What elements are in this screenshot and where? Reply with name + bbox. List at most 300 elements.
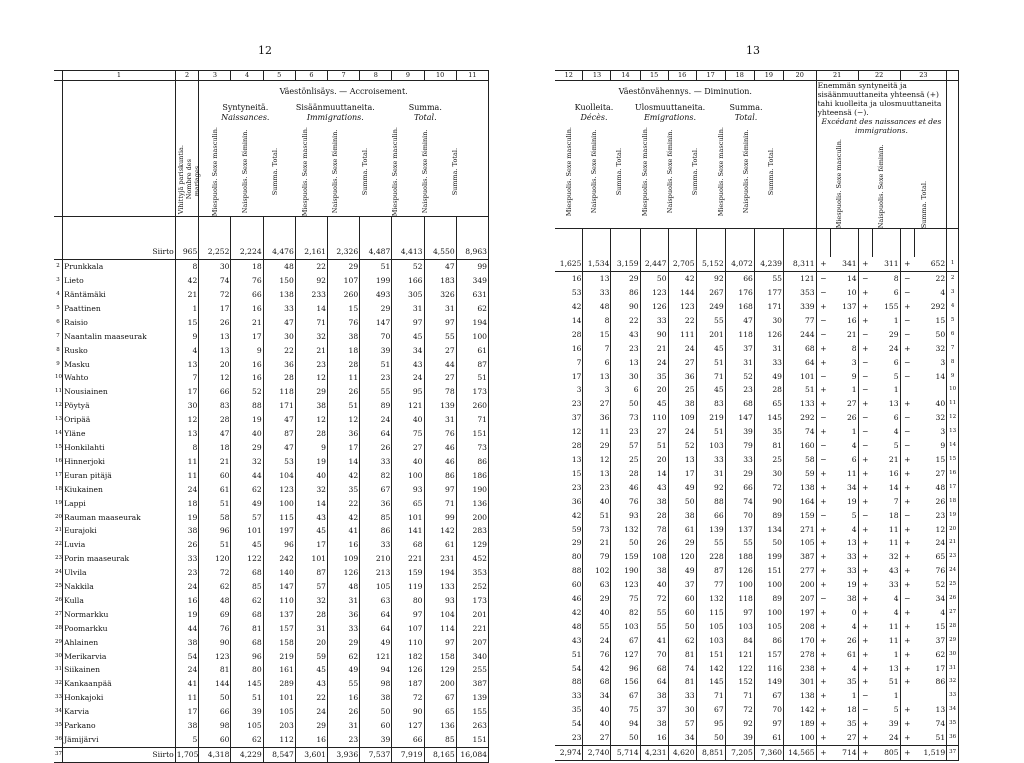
spacer-cell <box>640 229 668 258</box>
data-cell: 340 <box>456 650 488 664</box>
municipality-name: Raisio <box>63 316 176 330</box>
data-cell: 5 <box>872 703 900 717</box>
data-cell: 4 <box>830 439 858 453</box>
spacer-cell <box>360 217 392 246</box>
data-cell: 38 <box>295 399 327 413</box>
spacer-row <box>555 229 959 258</box>
data-cell: 27 <box>392 441 424 455</box>
data-cell: 213 <box>360 566 392 580</box>
data-cell: 50 <box>640 272 668 286</box>
table-row <box>555 397 959 411</box>
table-row <box>54 747 489 762</box>
table-row <box>555 536 959 550</box>
data-cell: 3 <box>830 356 858 370</box>
excess-header <box>816 81 947 229</box>
table-row <box>54 497 489 511</box>
spacer-cell <box>328 217 360 246</box>
data-cell: 3,936 <box>328 747 360 762</box>
data-cell: 33 <box>872 578 900 592</box>
data-cell: 49 <box>328 663 360 677</box>
sign-cell: + <box>862 538 869 548</box>
data-cell: 38 <box>328 330 360 344</box>
data-cell: 11 <box>872 620 900 634</box>
data-cell: 5,152 <box>696 257 725 271</box>
row-number: 26 <box>947 592 959 606</box>
row-number: 8 <box>947 356 959 370</box>
data-cell: 62 <box>231 594 263 608</box>
table-row <box>54 413 489 427</box>
column-number: 10 <box>424 71 456 81</box>
data-cell: 271 <box>784 523 817 537</box>
data-cell: 263 <box>456 719 488 733</box>
data-cell: 353 <box>456 566 488 580</box>
table-row <box>555 592 959 606</box>
data-cell: 4 <box>830 620 858 634</box>
data-cell: 137 <box>725 523 754 537</box>
data-cell: 103 <box>725 620 754 634</box>
data-cell: 37 <box>640 703 668 717</box>
table-row <box>54 358 489 372</box>
data-cell: 50 <box>611 731 640 745</box>
data-cell: 20 <box>640 453 668 467</box>
data-cell: 64 <box>360 427 392 441</box>
data-cell: 7 <box>872 495 900 509</box>
data-cell: 31 <box>696 467 725 481</box>
data-cell: 98 <box>360 677 392 691</box>
data-cell: 57 <box>668 717 696 731</box>
row-number: 32 <box>947 675 959 689</box>
data-cell: 60 <box>199 469 231 483</box>
data-cell: 1 <box>830 383 858 397</box>
row-number: 25 <box>947 578 959 592</box>
data-cell: 42 <box>175 274 199 288</box>
data-cell: 73 <box>611 411 640 425</box>
data-cell: 47 <box>263 441 295 455</box>
data-cell: 156 <box>611 675 640 689</box>
data-cell: 35 <box>328 483 360 497</box>
sign-cell: + <box>904 635 911 645</box>
data-cell: 48 <box>199 594 231 608</box>
data-cell: 62 <box>914 648 947 662</box>
data-cell: 64 <box>360 608 392 622</box>
table-row <box>54 483 489 497</box>
data-cell: 11 <box>175 691 199 705</box>
data-cell: 18 <box>328 344 360 358</box>
data-cell: 96 <box>263 538 295 552</box>
data-cell: 13 <box>555 453 583 467</box>
data-cell: 22 <box>328 497 360 511</box>
data-cell: 51 <box>328 399 360 413</box>
table-row <box>555 550 959 564</box>
data-cell: 8,851 <box>696 746 725 761</box>
column-number: 22 <box>858 71 900 81</box>
table-row <box>54 552 489 566</box>
data-cell: 97 <box>754 717 783 731</box>
sub-header: Summa. Total. <box>919 180 928 229</box>
data-cell: 104 <box>263 469 295 483</box>
data-cell: 27 <box>424 371 456 385</box>
sign-cell: + <box>862 343 869 353</box>
sign-cell: + <box>904 496 911 506</box>
data-cell: 43 <box>392 358 424 372</box>
data-cell: 138 <box>784 689 817 703</box>
data-cell: 9 <box>231 344 263 358</box>
row-number: 34 <box>54 705 63 719</box>
data-cell: 197 <box>784 606 817 620</box>
data-cell: 86 <box>754 634 783 648</box>
data-cell: 61 <box>199 483 231 497</box>
data-cell: 17 <box>295 538 327 552</box>
data-cell: 19 <box>175 608 199 622</box>
data-cell: 24 <box>360 413 392 427</box>
data-cell: 92 <box>725 717 754 731</box>
data-cell: 3,159 <box>611 257 640 271</box>
table-row <box>555 257 959 271</box>
data-cell: 96 <box>231 650 263 664</box>
column-number <box>54 71 63 81</box>
data-cell: 68 <box>725 397 754 411</box>
data-cell: 75 <box>611 703 640 717</box>
spacer-cell <box>725 229 754 258</box>
data-cell: 24 <box>175 580 199 594</box>
data-cell: 101 <box>295 552 327 566</box>
data-cell: 11 <box>175 455 199 469</box>
data-cell: 54 <box>175 650 199 664</box>
data-cell: 12 <box>175 413 199 427</box>
data-cell: 101 <box>392 511 424 525</box>
data-cell: 23 <box>175 566 199 580</box>
data-cell: 142 <box>696 662 725 676</box>
data-cell: 155 <box>872 300 900 314</box>
data-cell: 62 <box>231 733 263 747</box>
row-number: 8 <box>54 344 63 358</box>
data-cell: 31 <box>424 413 456 427</box>
row-number: 17 <box>54 469 63 483</box>
data-cell: 33 <box>583 286 611 300</box>
data-cell: 86 <box>360 524 392 538</box>
data-cell: 159 <box>392 566 424 580</box>
data-cell: 173 <box>456 385 488 399</box>
data-cell: 46 <box>424 441 456 455</box>
data-cell: 1,625 <box>555 257 583 271</box>
sub-header: Summa. Total. <box>767 147 776 196</box>
municipality-name: Eurajoki <box>63 524 176 538</box>
data-cell: 86 <box>611 286 640 300</box>
data-cell: 132 <box>611 523 640 537</box>
row-number: 20 <box>947 523 959 537</box>
data-cell: 50 <box>914 328 947 342</box>
data-cell: 27 <box>583 397 611 411</box>
data-cell: 36 <box>263 358 295 372</box>
data-cell: 103 <box>696 634 725 648</box>
spacer-cell <box>754 229 783 258</box>
data-cell: 49 <box>668 481 696 495</box>
data-cell: 7,919 <box>392 747 424 762</box>
data-cell: 52 <box>231 385 263 399</box>
data-cell: 194 <box>456 316 488 330</box>
data-cell: 18 <box>175 497 199 511</box>
sign-cell: + <box>816 257 830 271</box>
data-cell: 17 <box>175 705 199 719</box>
table-row <box>555 328 959 342</box>
data-cell: 4 <box>872 592 900 606</box>
sign-cell: + <box>816 746 830 761</box>
table-row <box>54 524 489 538</box>
data-cell: 51 <box>640 439 668 453</box>
data-cell: 40 <box>640 578 668 592</box>
table-row <box>54 469 489 483</box>
data-cell: 27 <box>583 731 611 745</box>
data-cell: 138 <box>263 288 295 302</box>
row-number: 13 <box>947 425 959 439</box>
data-cell: 129 <box>456 538 488 552</box>
sign-cell: − <box>862 510 869 520</box>
sign-cell: + <box>904 524 911 534</box>
row-number: 37 <box>947 746 959 761</box>
table-row <box>555 675 959 689</box>
data-cell: 16,084 <box>456 747 488 762</box>
data-cell: 55 <box>583 620 611 634</box>
data-cell: 88 <box>696 495 725 509</box>
data-cell: 116 <box>754 662 783 676</box>
spacer-cell <box>947 229 959 258</box>
sign-cell: + <box>862 663 869 673</box>
data-cell: 57 <box>231 511 263 525</box>
data-cell: 8,165 <box>424 747 456 762</box>
table-row <box>555 272 959 286</box>
data-cell: 43 <box>640 481 668 495</box>
data-cell: 123 <box>263 483 295 497</box>
row-number: 3 <box>947 286 959 300</box>
data-cell: 123 <box>668 300 696 314</box>
data-cell: 231 <box>424 552 456 566</box>
data-cell: 88 <box>555 564 583 578</box>
data-cell: 105 <box>784 536 817 550</box>
table-row <box>54 719 489 733</box>
table-row <box>54 691 489 705</box>
data-cell: 123 <box>640 286 668 300</box>
data-cell: 15 <box>914 314 947 328</box>
data-cell: 72 <box>640 592 668 606</box>
data-cell: 51 <box>914 731 947 745</box>
data-cell: 97 <box>424 636 456 650</box>
data-cell: 147 <box>725 411 754 425</box>
data-cell: 20 <box>640 383 668 397</box>
data-cell: 89 <box>754 592 783 606</box>
data-cell: 52 <box>725 370 754 384</box>
table-row <box>555 523 959 537</box>
data-cell: 26 <box>830 634 858 648</box>
data-cell: 115 <box>263 511 295 525</box>
sub-header: Naispuolis. Sexe féminin. <box>241 129 250 214</box>
data-cell: 29 <box>725 467 754 481</box>
sign-cell: + <box>862 524 869 534</box>
sign-cell: + <box>862 635 869 645</box>
table-row <box>54 399 489 413</box>
data-cell: 122 <box>231 552 263 566</box>
municipality-name: Siikainen <box>63 663 176 677</box>
sign-cell: + <box>862 454 869 464</box>
data-cell: 6 <box>872 286 900 300</box>
spacer-cell <box>63 217 176 246</box>
data-cell: 33 <box>328 622 360 636</box>
data-cell: 23 <box>555 397 583 411</box>
sign-cell: − <box>862 274 869 284</box>
data-cell: 255 <box>456 663 488 677</box>
table-row <box>555 481 959 495</box>
data-cell: 51 <box>360 260 392 274</box>
data-cell <box>914 689 947 703</box>
data-cell: 14 <box>872 481 900 495</box>
municipality-name: Nakkila <box>63 580 176 594</box>
data-cell: 30 <box>668 703 696 717</box>
municipality-name: Merikarvia <box>63 650 176 664</box>
data-cell: 97 <box>424 483 456 497</box>
data-cell: 19 <box>175 511 199 525</box>
data-cell: 55 <box>360 385 392 399</box>
data-cell: 127 <box>392 719 424 733</box>
row-number: 36 <box>947 731 959 745</box>
sub-header: Naispuolis. Sexe féminin. <box>741 129 750 214</box>
data-cell: 43 <box>295 677 327 691</box>
data-cell: 2,224 <box>231 245 263 259</box>
data-cell: 158 <box>263 636 295 650</box>
sign-cell: + <box>820 649 827 659</box>
data-cell: 42 <box>328 511 360 525</box>
data-cell: 111 <box>668 328 696 342</box>
data-cell: 76 <box>231 274 263 288</box>
data-cell: 23 <box>555 481 583 495</box>
data-cell: 151 <box>754 564 783 578</box>
data-cell: 17 <box>175 385 199 399</box>
data-cell: 171 <box>754 300 783 314</box>
row-number: 23 <box>947 550 959 564</box>
data-cell: 72 <box>754 481 783 495</box>
table-row <box>555 746 959 761</box>
data-cell: 66 <box>696 509 725 523</box>
data-cell: 66 <box>231 288 263 302</box>
data-cell: 28 <box>328 358 360 372</box>
sign-cell: + <box>820 385 827 395</box>
data-cell: 31 <box>328 719 360 733</box>
data-cell: 28 <box>295 427 327 441</box>
data-cell: 965 <box>175 245 199 259</box>
data-cell: 242 <box>263 552 295 566</box>
table-row <box>54 594 489 608</box>
data-cell: 97 <box>392 316 424 330</box>
data-cell: 4,413 <box>392 245 424 259</box>
data-cell: 72 <box>725 703 754 717</box>
data-cell: 14 <box>640 467 668 481</box>
table-row <box>555 314 959 328</box>
data-cell: 23 <box>583 481 611 495</box>
data-cell: 11 <box>583 425 611 439</box>
data-cell: 26 <box>328 385 360 399</box>
sign-cell: − <box>904 371 911 381</box>
data-cell: 38 <box>640 564 668 578</box>
data-cell <box>914 383 947 397</box>
data-cell: 27 <box>914 467 947 481</box>
sign-cell: + <box>904 733 911 743</box>
data-cell: 23 <box>914 509 947 523</box>
data-cell: 86 <box>424 469 456 483</box>
data-cell: 64 <box>640 675 668 689</box>
data-cell: 9 <box>175 330 199 344</box>
sub-header: Summa. Total. <box>451 147 460 196</box>
data-cell: 292 <box>914 300 947 314</box>
data-cell: 86 <box>914 675 947 689</box>
sign-cell <box>900 689 914 703</box>
data-cell: 61 <box>830 648 858 662</box>
data-cell: 88 <box>231 399 263 413</box>
data-cell: 105 <box>696 620 725 634</box>
data-cell: 59 <box>555 523 583 537</box>
municipality-name: Luvia <box>63 538 176 552</box>
data-cell: 93 <box>392 483 424 497</box>
data-cell: 14 <box>555 314 583 328</box>
data-cell: 3,601 <box>295 747 327 762</box>
row-number: 17 <box>947 481 959 495</box>
data-cell: 101 <box>263 691 295 705</box>
data-cell: 47 <box>199 427 231 441</box>
group-title-fr: Total. <box>414 113 437 122</box>
sign-cell: + <box>858 746 872 761</box>
data-cell: 4,072 <box>725 257 754 271</box>
data-cell: 7,205 <box>725 746 754 761</box>
data-cell: 32 <box>295 330 327 344</box>
sign-cell: + <box>820 538 827 548</box>
municipality-name: Porin maaseurak <box>63 552 176 566</box>
data-cell: 79 <box>583 550 611 564</box>
data-cell: 26 <box>199 316 231 330</box>
data-cell: 1,519 <box>914 746 947 761</box>
data-cell: 15 <box>175 316 199 330</box>
excess-title: Enemmän syntyneitä ja sisäänmuuttaneita yhteensä (+) tahi kuolleita ja ulosmuuttaneita yhteensä (−). <box>817 81 942 117</box>
data-cell: 29 <box>328 636 360 650</box>
data-cell: 26 <box>640 536 668 550</box>
data-cell: 6 <box>611 383 640 397</box>
sign-cell: + <box>862 594 869 604</box>
data-cell: 301 <box>784 675 817 689</box>
data-cell: 36 <box>668 370 696 384</box>
data-cell: 339 <box>784 300 817 314</box>
data-cell: 31 <box>295 622 327 636</box>
column-number: 16 <box>668 71 696 81</box>
sign-cell: + <box>820 677 827 687</box>
data-cell: 96 <box>199 524 231 538</box>
sub-header: Miespuolis. Sexe masculin. <box>564 127 573 217</box>
data-cell: 187 <box>392 677 424 691</box>
sign-cell: + <box>820 357 827 367</box>
sign-cell: + <box>862 315 869 325</box>
data-cell: 35 <box>640 370 668 384</box>
data-cell: 5 <box>830 509 858 523</box>
data-cell: 46 <box>555 592 583 606</box>
data-cell: 200 <box>424 677 456 691</box>
data-cell: 14 <box>295 497 327 511</box>
data-cell: 51 <box>583 509 611 523</box>
table-row <box>54 733 489 747</box>
data-cell: 74 <box>784 425 817 439</box>
data-cell: 71 <box>725 689 754 703</box>
data-cell: 33 <box>725 453 754 467</box>
group-title: Syntyneitä. <box>222 103 269 112</box>
data-cell: 50 <box>611 536 640 550</box>
data-cell: 13 <box>583 370 611 384</box>
data-cell: 8 <box>872 272 900 286</box>
data-cell: 173 <box>456 594 488 608</box>
data-cell: 19 <box>830 578 858 592</box>
